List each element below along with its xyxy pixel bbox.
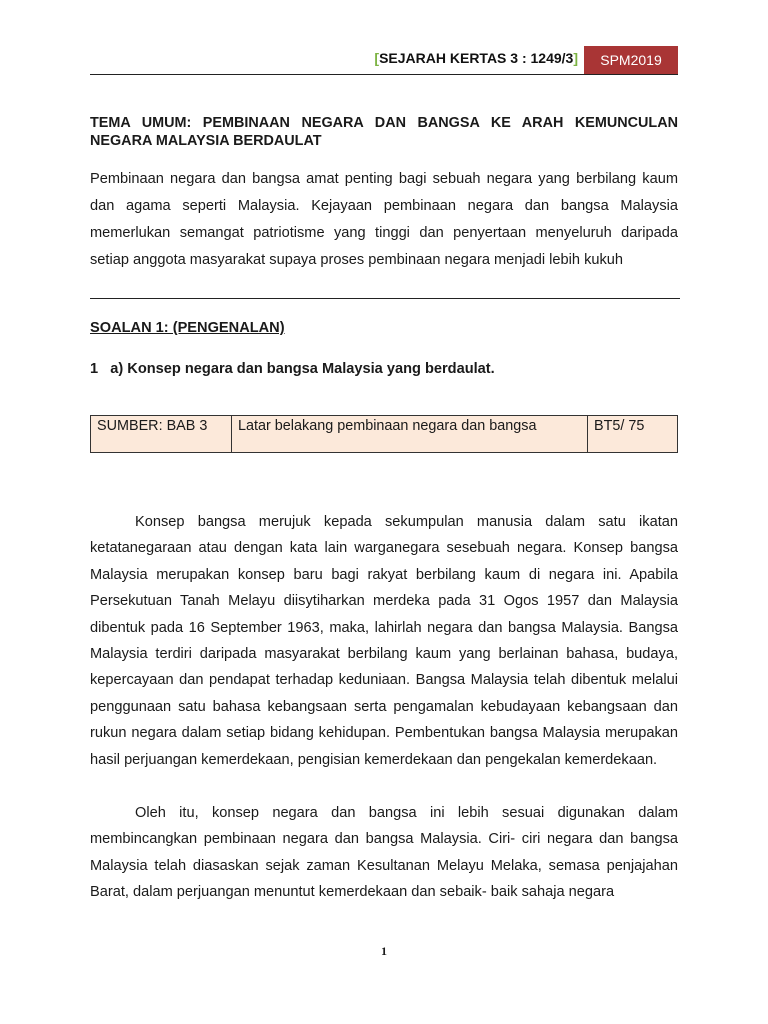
title-line-1: TEMA UMUM: PEMBINAAN NEGARA DAN BANGSA KE ARAH KEMUNCULAN <box>90 115 678 131</box>
source-cell: SUMBER: BAB 3 <box>91 416 232 453</box>
exam-year-badge: SPM2019 <box>584 46 678 74</box>
table-row <box>91 416 678 453</box>
header-divider <box>90 74 678 75</box>
body-paragraph-2: Oleh itu, konsep negara dan bangsa ini lebih sesuai digunakan dalam membincangkan pembinaan negara dan bangsa Malaysia. Ciri- ciri negara dan bangsa Malaysia telah diasaskan sejak zaman Kesultanan Melayu Melaka, semasa penjajahan Barat, dalam perjuangan menuntut kemerdekaan dan sebaik- baik sahaja negara <box>90 805 678 901</box>
page-number: 1 <box>381 944 387 958</box>
intro-paragraph: Pembinaan negara dan bangsa amat penting bagi sebuah negara yang berbilang kaum dan agama seperti Malaysia. Kejayaan pembinaan negara dan bangsa Malaysia memerlukan semangat patriotisme yang tinggi dan penyertaan menyeluruh daripada setiap anggota masyarakat supaya proses pembinaan negara menjadi lebih kukuh <box>90 171 678 268</box>
bracket-close: ] <box>573 50 578 66</box>
page-title <box>90 114 678 150</box>
body-paragraph-1: Konsep bangsa merujuk kepada sekumpulan manusia dalam satu ikatan ketatanegaraan atau dengan kata lain warganegara sesebuah negara. Konsep bangsa Malaysia merupakan konsep baru bagi rakyat berbilang kaum di negara ini. Apabila Persekutuan Tanah Melayu diisytiharkan merdeka pada 31 Ogos 1957 dan Malaysia dibentuk pada 16 September 1963, maka, lahirlah negara dan bangsa Malaysia. Bangsa Malaysia terdiri daripada masyarakat berbilang kaum yang berlainan bahasa, budaya, kepercayaan dan pendapat terhadap keduniaan. Bangsa Malaysia telah dibentuk melalui penggunaan satu bahasa kebangsaan serta pengamalan kebudayaan kebangsaan dan rukun negara dalam setiap bidang kehidupan. Pembentukan bangsa Malaysia merupakan hasil perjuangan kemerdekaan, pengisian kemerdekaan dan pengekalan kemerdekaan. <box>90 514 678 768</box>
paper-code-header <box>300 50 578 66</box>
source-table <box>90 415 678 453</box>
paper-code: SEJARAH KERTAS 3 : 1249/3 <box>379 50 574 66</box>
section-divider <box>90 298 680 299</box>
reference-cell: BT5/ 75 <box>588 416 678 453</box>
topic-cell: Latar belakang pembinaan negara dan bangsa <box>232 416 588 453</box>
question-text: 1 a) Konsep negara dan bangsa Malaysia yang berdaulat. <box>90 361 495 377</box>
bracket-open: [ <box>374 50 380 66</box>
question-heading: SOALAN 1: (PENGENALAN) <box>90 320 285 336</box>
title-line-2: NEGARA MALAYSIA BERDAULAT <box>90 133 322 149</box>
